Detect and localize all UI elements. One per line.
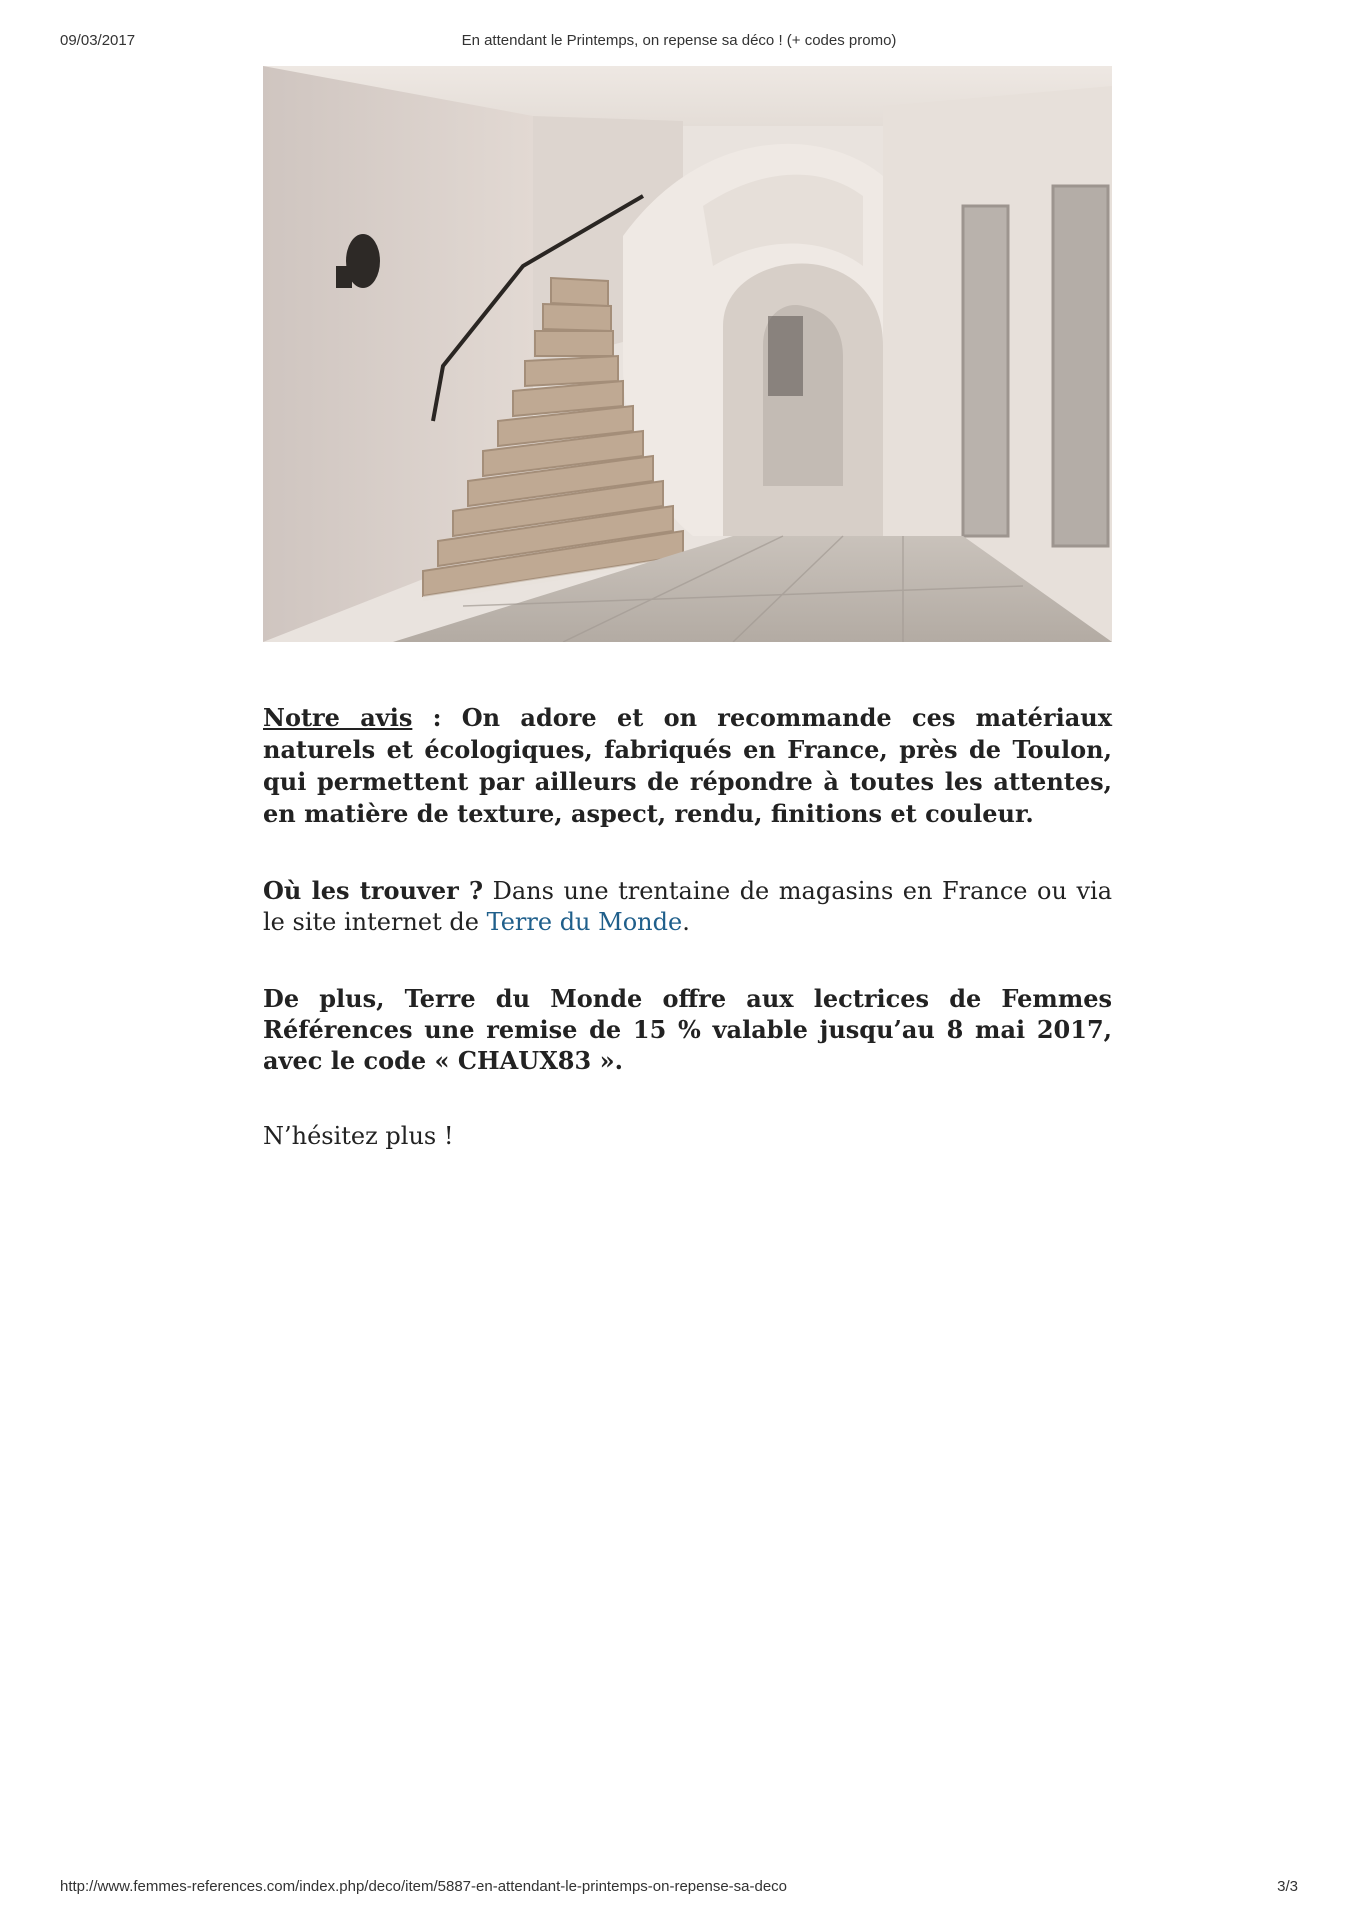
print-header	[60, 32, 1298, 56]
staircase-illustration	[263, 66, 1112, 642]
where-to-find-end: .	[682, 908, 690, 936]
where-to-find-text: Dans une trentaine de magasins en France ou via le site internet de	[263, 877, 1112, 936]
closing-paragraph: N’hésitez plus !	[263, 1122, 454, 1150]
print-page-title: En attendant le Printemps, on repense sa déco ! (+ codes promo)	[461, 32, 897, 49]
promo-paragraph: De plus, Terre du Monde offre aux lectrices de Femmes Références une remise de 15 % valable jusqu’au 8 mai 2017, avec le code « CHAUX83 ».	[263, 984, 1112, 1075]
terre-du-monde-link[interactable]: Terre du Monde	[486, 908, 683, 936]
where-to-find-label: Où les trouver ?	[263, 876, 484, 905]
staircase-photo	[263, 66, 1112, 642]
opinion-paragraph	[263, 702, 1112, 830]
print-url: http://www.femmes-references.com/index.php/deco/item/5887-en-attendant-le-printemps-on-repense-sa-deco	[60, 1878, 788, 1895]
print-date: 09/03/2017	[60, 32, 136, 49]
print-page-number: 3/3	[1277, 1878, 1298, 1895]
opinion-text: : On adore et on recommande ces matériaux naturels et écologiques, fabriqués en France, près de Toulon, qui permettent par ailleurs de répondre à toutes les attentes, en matière de texture, aspect, rendu, finitions et couleur.	[263, 703, 1112, 828]
where-to-find-paragraph	[263, 875, 1112, 938]
print-footer	[60, 1878, 1298, 1902]
article-body	[263, 702, 1112, 1197]
opinion-label: Notre avis	[263, 703, 413, 732]
